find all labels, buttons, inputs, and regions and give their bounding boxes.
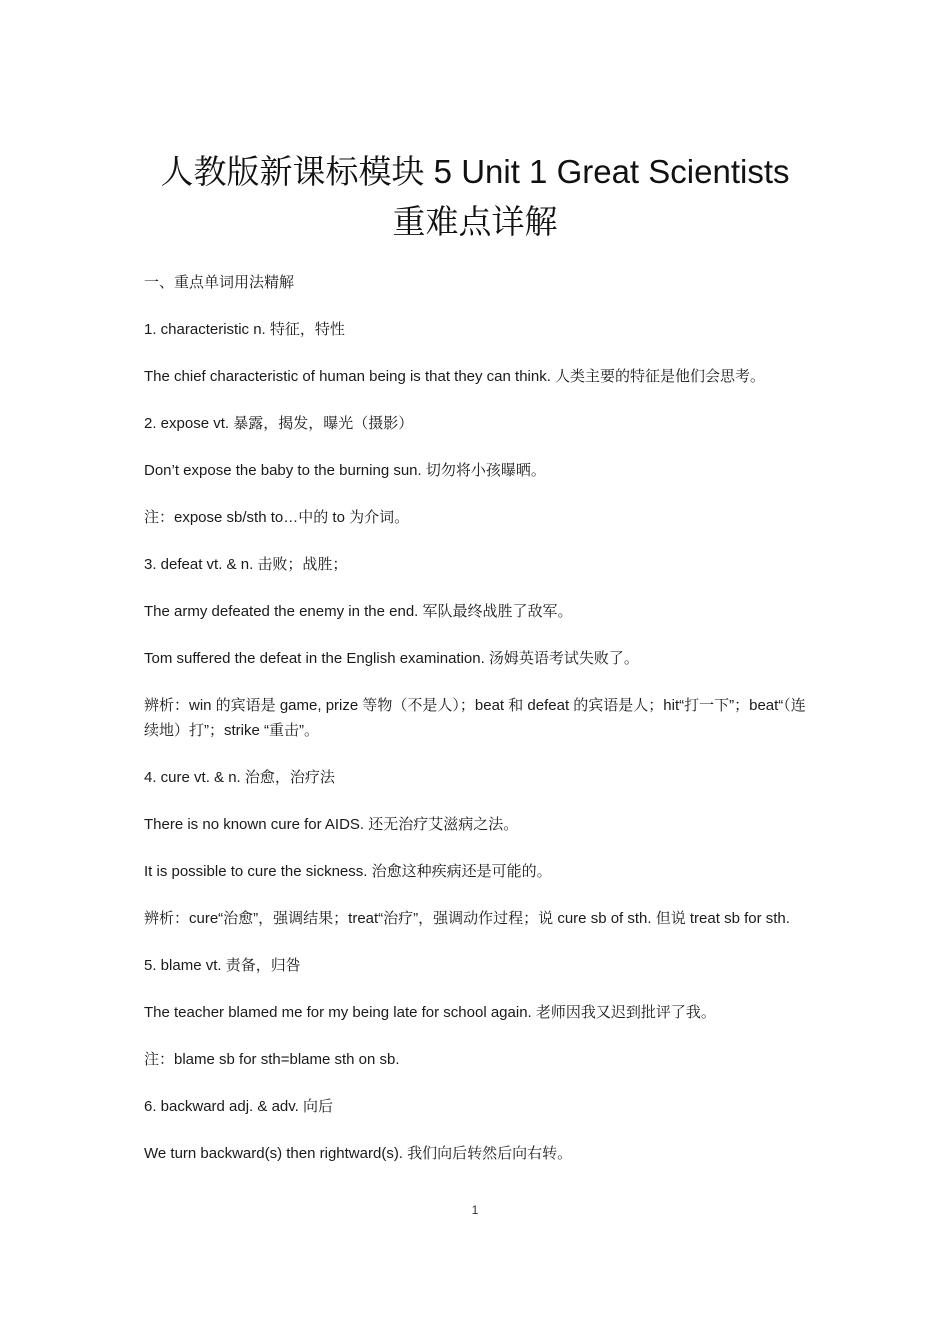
document-body (144, 270, 808, 1188)
paragraph-12: It is possible to cure the sickness. 治愈这种疾病还是可能的。 (144, 863, 552, 880)
paragraph-6: 3. defeat vt. & n. 击败；战胜； (144, 556, 348, 573)
document-title-line-1: 人教版新课标模块 5 Unit 1 Great Scientists (160, 153, 790, 190)
section-heading: 一、重点单词用法精解 (144, 274, 295, 291)
paragraph-3: 2. expose vt. 暴露，揭发，曝光（摄影） (144, 415, 414, 432)
paragraph-10: 4. cure vt. & n. 治愈，治疗法 (144, 769, 335, 786)
paragraph-15: The teacher blamed me for my being late for school again. 老师因我又迟到批评了我。 (144, 1004, 716, 1021)
paragraph-7: The army defeated the enemy in the end. 军队最终战胜了敌军。 (144, 603, 573, 620)
paragraph-13: 辨析：cure“治愈”，强调结果；treat“治疗”，强调动作过程；说 cure sb of sth. 但说 treat sb for sth. (144, 910, 790, 927)
paragraph-18: We turn backward(s) then rightward(s). 我们向后转然后向右转。 (144, 1145, 573, 1162)
page-number: 1 (471, 1203, 479, 1217)
paragraph-11: There is no known cure for AIDS. 还无治疗艾滋病之法。 (144, 816, 519, 833)
paragraph-1: 1. characteristic n. 特征，特性 (144, 321, 345, 338)
paragraph-2: The chief characteristic of human being is that they can think. 人类主要的特征是他们会思考。 (144, 368, 766, 385)
paragraph-9: 辨析：win 的宾语是 game, prize 等物（不是人）；beat 和 defeat 的宾语是人；hit“打一下”；beat“（连续地）打”；strike “重击”。 (144, 697, 806, 739)
paragraph-16: 注：blame sb for sth=blame sth on sb. (144, 1051, 400, 1068)
paragraph-5: 注：expose sb/sth to…中的 to 为介词。 (144, 509, 410, 526)
paragraph-17: 6. backward adj. & adv. 向后 (144, 1098, 333, 1115)
paragraph-8: Tom suffered the defeat in the English examination. 汤姆英语考试失败了。 (144, 650, 639, 667)
document-title-line-2: 重难点详解 (392, 203, 558, 240)
paragraph-14: 5. blame vt. 责备，归咎 (144, 957, 301, 974)
paragraph-4: Don’t expose the baby to the burning sun. 切勿将小孩曝晒。 (144, 462, 546, 479)
